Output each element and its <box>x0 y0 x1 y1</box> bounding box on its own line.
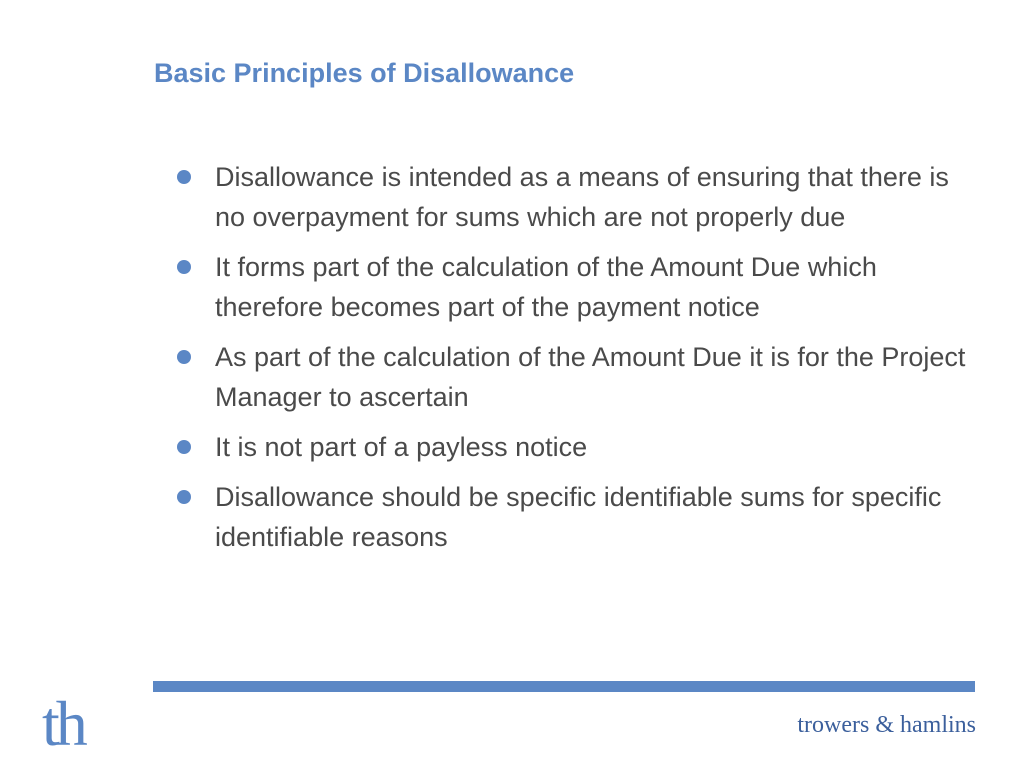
bullet-item <box>172 157 972 237</box>
bullet-list <box>172 157 972 567</box>
bullet-dot-icon <box>177 440 191 454</box>
bullet-text: Disallowance should be specific identifiable sums for specific identifiable reasons <box>215 482 942 552</box>
bullet-dot-icon <box>177 260 191 274</box>
bullet-item <box>172 247 972 327</box>
bullet-text: As part of the calculation of the Amount Due it is for the Project Manager to ascertain <box>215 342 966 412</box>
bullet-text: Disallowance is intended as a means of ensuring that there is no overpayment for sums which are not properly due <box>215 162 949 232</box>
th-logo-icon: th <box>42 688 84 759</box>
bullet-dot-icon <box>177 350 191 364</box>
bullet-dot-icon <box>177 170 191 184</box>
bullet-dot-icon <box>177 490 191 504</box>
bullet-text: It forms part of the calculation of the Amount Due which therefore becomes part of the payment notice <box>215 252 877 322</box>
footer-divider <box>153 681 975 692</box>
bullet-text: It is not part of a payless notice <box>215 432 588 462</box>
bullet-item <box>172 477 972 557</box>
bullet-item <box>172 337 972 417</box>
brand-name: trowers & hamlins <box>797 712 976 738</box>
slide-title: Basic Principles of Disallowance <box>154 58 575 88</box>
bullet-item <box>172 427 972 467</box>
